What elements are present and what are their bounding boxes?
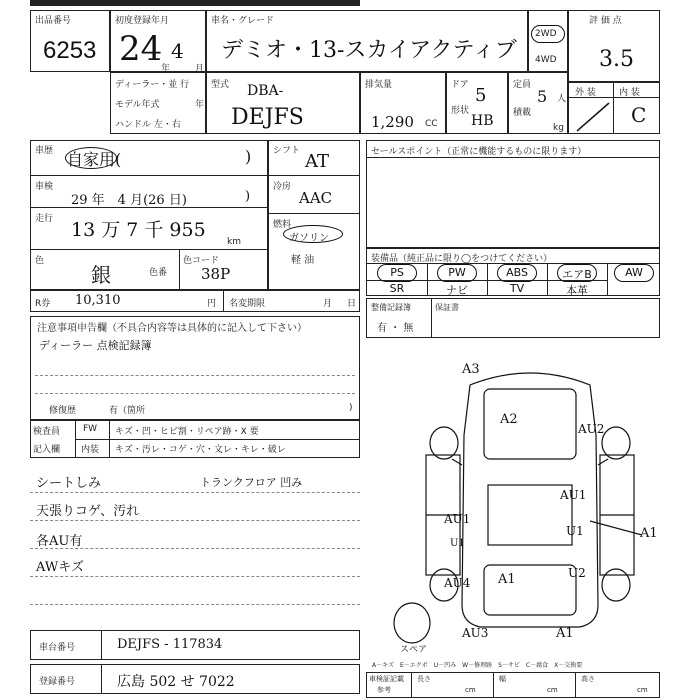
displacement-value: 1,290 bbox=[371, 113, 414, 131]
sales-point-box bbox=[366, 140, 660, 248]
mark-au3: AU3 bbox=[462, 626, 489, 640]
cert-length-unit: cm bbox=[465, 686, 476, 694]
color-code-value: 38P bbox=[201, 265, 231, 283]
notes-box bbox=[30, 316, 360, 420]
remark-line-4: AWキズ bbox=[36, 560, 84, 575]
color-code-label: 色コード bbox=[183, 256, 220, 266]
displacement-box bbox=[360, 72, 446, 134]
car-name-label: 車名・グレード bbox=[211, 16, 275, 26]
remark-line-3: 各AU有 bbox=[36, 534, 83, 549]
capacity-value: 5 bbox=[537, 87, 548, 106]
drive-box bbox=[528, 10, 568, 72]
notes-line1: ディーラー 点検記録簿 bbox=[39, 339, 152, 352]
interior-label: 内 装 bbox=[619, 88, 640, 98]
remarks-area bbox=[30, 458, 360, 626]
recycle-unit: 円 bbox=[207, 299, 217, 309]
fuel-diesel: 軽 油 bbox=[291, 255, 315, 266]
inspector-box bbox=[30, 420, 360, 458]
mark-a1-bottom: A1 bbox=[556, 626, 574, 641]
cert-height: 高さ bbox=[581, 675, 595, 683]
header-strip bbox=[30, 0, 360, 6]
diagram-legend: A－キズ E－エクボ U－凹み W－修理跡 S－サビ C－腐食 X－交換要 bbox=[372, 662, 583, 669]
notes-title: 注意事項申告欄（不具合内容等は具体的に記入して下さい） bbox=[37, 323, 307, 334]
first-registration-box bbox=[110, 10, 206, 72]
displacement-label: 排気量 bbox=[365, 80, 393, 90]
equipment-box bbox=[366, 248, 660, 296]
record-value: 有 ・ 無 bbox=[377, 323, 414, 334]
dealer-box bbox=[110, 72, 206, 134]
color-label: 色 bbox=[35, 256, 45, 266]
mark-a2: A2 bbox=[500, 412, 518, 427]
door-box bbox=[446, 72, 508, 134]
car-name-value: デミオ・13-スカイアクティブ bbox=[221, 38, 517, 63]
type-box bbox=[206, 72, 360, 134]
equipment-sr: SR bbox=[389, 282, 405, 295]
exterior-label: 外 装 bbox=[575, 88, 596, 98]
lot-number-label: 出品番号 bbox=[35, 16, 72, 26]
color-value: 銀 bbox=[91, 263, 111, 287]
cert-width-unit: cm bbox=[547, 686, 558, 694]
chassis-label: 車台番号 bbox=[39, 643, 76, 653]
dealer-label: ディーラー・並 行 bbox=[115, 80, 190, 90]
mark-u1-left: U1 bbox=[450, 538, 465, 549]
inspection-close: ) bbox=[245, 189, 251, 204]
inspection-value: 29 年 4 月(26 日) bbox=[71, 193, 187, 208]
plate-label: 登録番号 bbox=[39, 677, 76, 687]
ac-value: AAC bbox=[299, 189, 333, 207]
recycle-value: 10,310 bbox=[75, 293, 121, 308]
load-label: 積載 bbox=[513, 108, 532, 118]
repair-label: 修復歴 bbox=[49, 406, 77, 416]
first-registration-label: 初度登録年月 bbox=[115, 16, 170, 26]
drive-2wd: 2WD bbox=[535, 29, 557, 39]
shift-value: AT bbox=[305, 151, 330, 172]
cert-height-unit: cm bbox=[637, 686, 648, 694]
warranty-label: 保証書 bbox=[435, 303, 459, 312]
inspector-label-2: 記入欄 bbox=[33, 445, 61, 455]
interior-value: C bbox=[631, 103, 647, 127]
name-change-label: 名変期限 bbox=[229, 299, 266, 309]
shape-label: 形状 bbox=[451, 106, 470, 116]
mileage-label: 走行 bbox=[35, 214, 54, 224]
record-box bbox=[366, 298, 660, 338]
cert-label-1: 車検証記載 bbox=[369, 675, 404, 683]
mark-u1-right: U1 bbox=[566, 524, 584, 538]
cert-label-2: 参考 bbox=[377, 686, 391, 694]
year-unit: 年 bbox=[161, 64, 171, 74]
name-change-month: 月 bbox=[323, 299, 333, 309]
mark-au2: AU2 bbox=[578, 422, 605, 436]
model-year-unit: 年 bbox=[195, 100, 205, 110]
shape-value: HB bbox=[471, 113, 494, 129]
handle-label: ハンドル 左・右 bbox=[115, 120, 181, 130]
lot-number-value: 6253 bbox=[43, 37, 97, 64]
first-registration-year: 24 bbox=[119, 29, 163, 69]
chassis-value: DEJFS - 117834 bbox=[117, 637, 223, 652]
first-registration-month: 4 bbox=[171, 39, 184, 63]
record-label: 整備記録簿 bbox=[371, 303, 411, 312]
fuel-gasoline: ガソリン bbox=[289, 233, 329, 244]
displacement-unit: CC bbox=[425, 119, 438, 129]
use-value: 自家用( bbox=[67, 150, 122, 169]
door-label: ドア bbox=[451, 80, 469, 90]
sales-point-title: セールスポイント（正常に機能するものに限ります） bbox=[371, 147, 587, 157]
capacity-unit: 人 bbox=[557, 94, 567, 104]
mark-a1-rear: A1 bbox=[498, 572, 516, 587]
exterior-slash-mark bbox=[573, 99, 613, 133]
equipment-tv: TV bbox=[509, 282, 525, 295]
recycle-box bbox=[30, 290, 360, 312]
chassis-box bbox=[30, 630, 360, 660]
inspector-row2-text: キズ・汚レ・コゲ・穴・文レ・キレ・破レ bbox=[115, 445, 286, 455]
equipment-navi: ナビ bbox=[446, 284, 468, 297]
shift-label: シフト bbox=[273, 146, 301, 156]
mark-a3: A3 bbox=[462, 362, 480, 377]
load-unit: kg bbox=[553, 123, 564, 133]
ext-int-box bbox=[568, 82, 660, 134]
shift-box bbox=[268, 140, 360, 290]
car-diagram bbox=[380, 355, 680, 655]
mark-au4: AU4 bbox=[444, 576, 471, 590]
lot-number-box bbox=[30, 10, 110, 72]
drive-4wd: 4WD bbox=[535, 55, 557, 65]
spare-label: スペア bbox=[400, 645, 428, 655]
type-prefix: DBA- bbox=[247, 83, 284, 99]
inspector-label-1: 検査員 bbox=[33, 427, 61, 437]
mark-a1-right: A1 bbox=[640, 526, 658, 541]
equipment-abs: ABS bbox=[506, 266, 528, 279]
grade-box bbox=[568, 10, 660, 82]
equipment-title: 装備品（純正品に限り◯をつけてください） bbox=[371, 254, 553, 264]
repair-close: ) bbox=[349, 403, 353, 413]
mileage-value: 13 万 7 千 955 bbox=[71, 219, 206, 241]
ac-label: 冷房 bbox=[273, 182, 292, 192]
plate-value: 広島 502 せ 7022 bbox=[117, 674, 235, 690]
remark-right: トランクフロア 凹み bbox=[200, 476, 303, 489]
fuel-label: 燃料 bbox=[273, 220, 292, 230]
mark-au1-left: AU1 bbox=[444, 512, 471, 526]
remark-line-2: 天張りコゲ、汚れ bbox=[36, 504, 140, 519]
color-number-label: 色番 bbox=[149, 268, 168, 278]
inspection-label: 車検 bbox=[35, 182, 54, 192]
inspector-row1-tag: FW bbox=[83, 424, 98, 434]
cert-box bbox=[366, 672, 660, 698]
mileage-unit: km bbox=[227, 237, 241, 247]
model-year-label: モデル年式 bbox=[115, 100, 160, 110]
inspector-row1-text: キズ・凹・ヒビ割・リペア跡・X 要 bbox=[115, 427, 259, 437]
grade-label: 評 価 点 bbox=[589, 16, 622, 26]
mark-au1-right: AU1 bbox=[560, 488, 587, 502]
grade-value: 3.5 bbox=[599, 47, 634, 72]
door-value: 5 bbox=[475, 85, 487, 106]
mark-u2: U2 bbox=[568, 566, 586, 580]
plate-box bbox=[30, 664, 360, 694]
type-label: 型式 bbox=[211, 80, 230, 90]
equipment-airbag: エアB bbox=[562, 268, 592, 281]
cert-length: 長さ bbox=[417, 675, 431, 683]
type-value: DEJFS bbox=[231, 105, 304, 130]
equipment-pw: PW bbox=[448, 266, 466, 279]
cert-width: 幅 bbox=[499, 675, 506, 683]
remark-line-1: シートしみ bbox=[36, 476, 102, 491]
month-unit: 月 bbox=[195, 64, 205, 74]
repair-value: 有（箇所 bbox=[109, 406, 146, 416]
inspector-row2-tag: 内装 bbox=[81, 445, 100, 455]
equipment-aw: AW bbox=[625, 266, 643, 279]
recycle-label: R券 bbox=[35, 299, 51, 309]
name-change-day: 日 bbox=[347, 299, 357, 309]
history-box bbox=[30, 140, 268, 290]
capacity-box bbox=[508, 72, 568, 134]
equipment-ps: PS bbox=[390, 266, 404, 279]
use-close: ) bbox=[245, 147, 252, 166]
use-label: 車歴 bbox=[35, 146, 54, 156]
equipment-leather: 本革 bbox=[566, 284, 588, 297]
capacity-label: 定員 bbox=[513, 80, 532, 90]
car-name-box bbox=[206, 10, 528, 72]
